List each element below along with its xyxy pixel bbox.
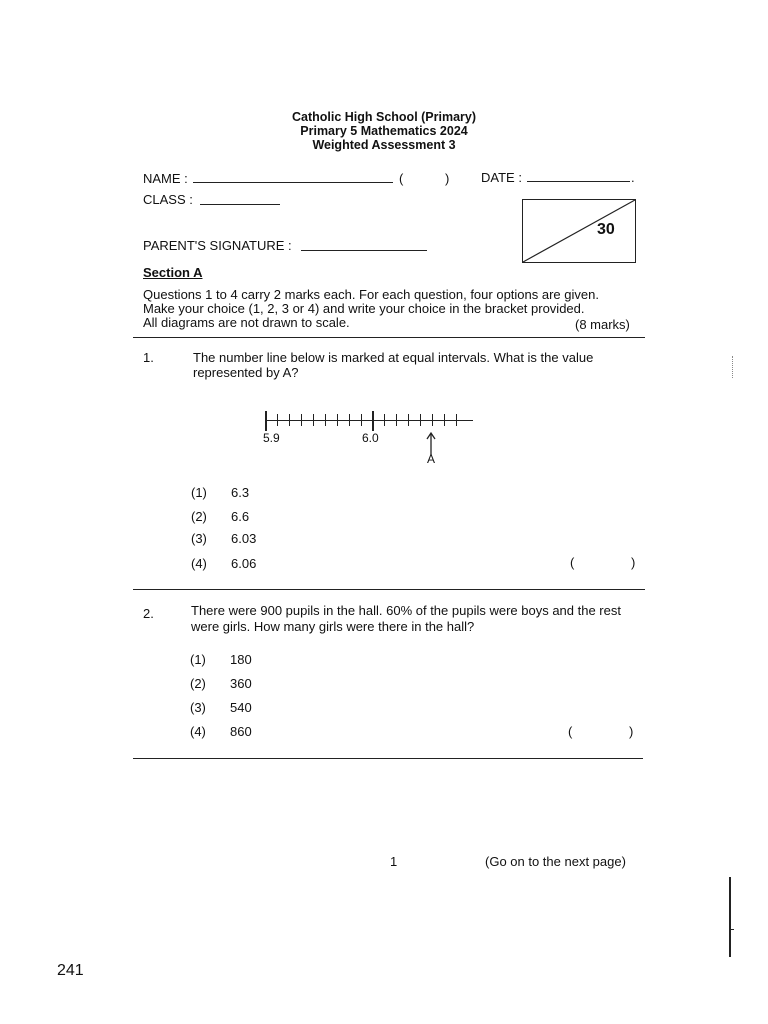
page-number: 1 <box>390 854 398 869</box>
q1-option-4-value: 6.06 <box>231 556 257 571</box>
number-line-tick <box>349 414 350 426</box>
section-title: Section A <box>143 265 203 280</box>
q1-answer-bracket-close[interactable]: ) <box>631 555 636 570</box>
class-field-line[interactable] <box>200 204 280 205</box>
number-line-tick <box>420 414 421 426</box>
number-line-tick <box>456 414 457 426</box>
score-box-diagonal <box>523 200 635 262</box>
next-page-note: (Go on to the next page) <box>485 854 626 869</box>
q2-option-3-value: 540 <box>230 700 252 715</box>
date-dot: . <box>631 170 635 185</box>
assessment-title: Weighted Assessment 3 <box>312 138 456 152</box>
number-line-tick <box>432 414 433 426</box>
index-paren-close: ) <box>445 171 450 186</box>
q2-answer-bracket-open[interactable]: ( <box>568 724 573 739</box>
q1-option-4-number: (4) <box>191 556 207 571</box>
section-marks: (8 marks) <box>575 317 630 332</box>
instruction-line-2: Make your choice (1, 2, 3 or 4) and write your choice in the bracket provided. <box>143 301 585 316</box>
question-1-text-line-1: The number line below is marked at equal intervals. What is the value <box>193 350 594 365</box>
number-line-tick <box>277 414 278 426</box>
number-line-tick <box>313 414 314 426</box>
q1-option-2-value: 6.6 <box>231 509 250 524</box>
q2-option-1-value: 180 <box>230 652 252 667</box>
signature-field-line[interactable] <box>301 250 427 251</box>
number-line-tick <box>444 414 445 426</box>
q2-option-4-number: (4) <box>190 724 206 739</box>
q1-option-3-number: (3) <box>191 531 207 546</box>
score-box <box>522 199 636 263</box>
question-1-divider <box>133 589 645 590</box>
number-line-tick <box>337 414 338 426</box>
q2-option-1-number: (1) <box>190 652 206 667</box>
number-line-tick-major <box>372 411 374 431</box>
number-line-axis <box>265 420 473 421</box>
score-total: 30 <box>597 221 615 238</box>
scan-edge-notch <box>730 929 734 930</box>
q2-answer-bracket-close[interactable]: ) <box>629 724 634 739</box>
index-paren-open: ( <box>399 171 404 186</box>
q1-option-2-number: (2) <box>191 509 207 524</box>
question-2-divider <box>133 758 643 759</box>
number-line-tick <box>289 414 290 426</box>
number-line-tick <box>408 414 409 426</box>
number-line-label-mid: 6.0 <box>362 431 379 445</box>
question-2-number: 2. <box>143 606 154 621</box>
number-line-tick <box>325 414 326 426</box>
subject-title: Primary 5 Mathematics 2024 <box>300 124 468 138</box>
scan-edge-line <box>729 877 731 957</box>
class-label: CLASS : <box>143 192 193 207</box>
instruction-line-1: Questions 1 to 4 carry 2 marks each. For each question, four options are given. <box>143 287 599 302</box>
number-line-label-left: 5.9 <box>263 431 280 445</box>
question-2-text-line-2: were girls. How many girls were there in the hall? <box>191 619 475 634</box>
q1-option-1-value: 6.3 <box>231 485 250 500</box>
question-1-text-line-2: represented by A? <box>193 365 299 380</box>
number-line-tick-major <box>265 411 267 431</box>
signature-label: PARENT'S SIGNATURE : <box>143 238 292 253</box>
q1-option-1-number: (1) <box>191 485 207 500</box>
scan-mark <box>732 356 734 378</box>
question-1-number: 1. <box>143 350 154 365</box>
scan-page-number: 241 <box>57 962 84 979</box>
q2-option-2-number: (2) <box>190 676 206 691</box>
question-2-text-line-1: There were 900 pupils in the hall. 60% of the pupils were boys and the rest <box>191 603 621 618</box>
number-line-tick <box>384 414 385 426</box>
name-field-line[interactable] <box>193 182 393 183</box>
date-label: DATE : <box>481 170 522 185</box>
q2-option-4-value: 860 <box>230 724 252 739</box>
name-label: NAME : <box>143 171 188 186</box>
section-divider <box>133 337 645 338</box>
school-name: Catholic High School (Primary) <box>291 110 477 124</box>
number-line-tick <box>301 414 302 426</box>
q1-option-3-value: 6.03 <box>231 531 257 546</box>
date-field-line[interactable] <box>527 181 630 182</box>
number-line-tick <box>396 414 397 426</box>
number-line-label-pointer: A <box>427 452 436 466</box>
number-line-tick <box>361 414 362 426</box>
q1-answer-bracket-open[interactable]: ( <box>570 555 575 570</box>
q2-option-2-value: 360 <box>230 676 252 691</box>
q2-option-3-number: (3) <box>190 700 206 715</box>
instruction-line-3: All diagrams are not drawn to scale. <box>143 315 350 330</box>
